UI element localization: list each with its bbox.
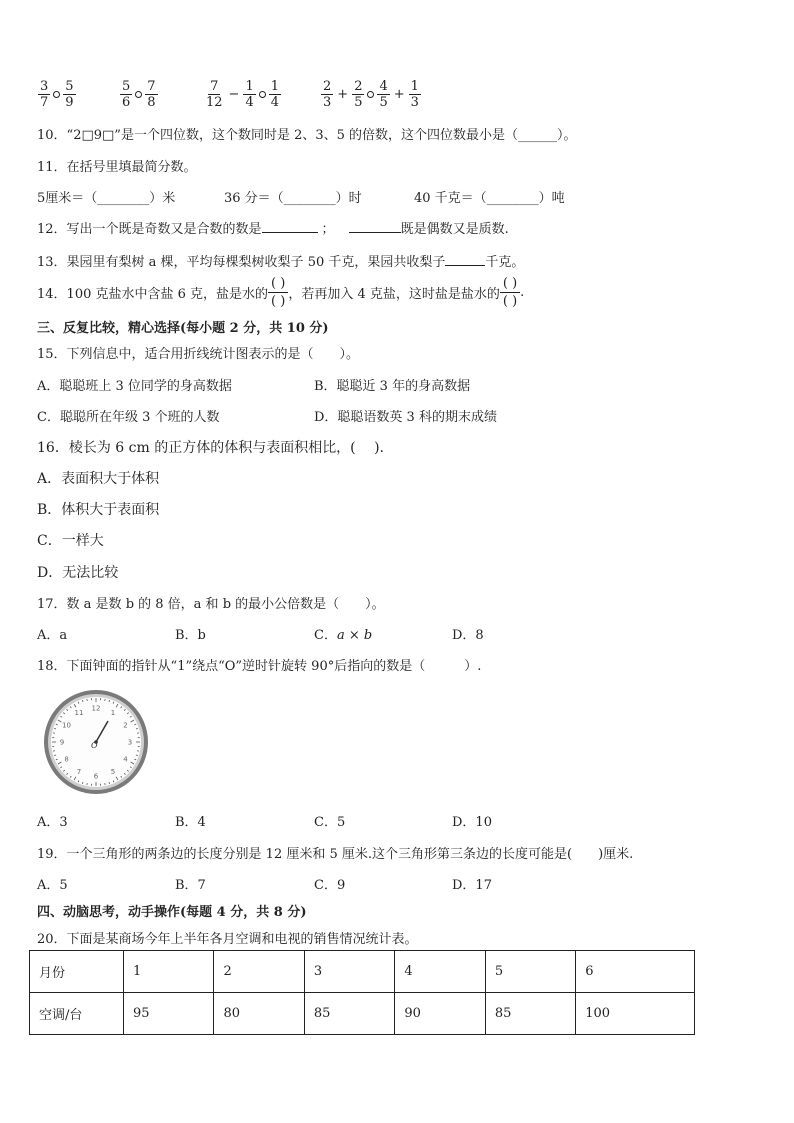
q16-option-d[interactable]: D．无法比较: [37, 565, 119, 581]
q9-expr-4: $\frac{2}{3}$ + $\frac{2}{5}$ $\frac{4}{5}$ + $\frac{1}{3}$: [323, 79, 419, 110]
compare-circle[interactable]: [53, 91, 60, 98]
clock-number: 12: [91, 704, 101, 713]
q15-option-b[interactable]: B．聪聪近 3 年的身高数据: [314, 379, 471, 394]
table-cell: 80: [214, 993, 304, 1035]
q19-option-a[interactable]: A．5: [37, 878, 68, 893]
table-row: [30, 993, 695, 1035]
q12-blank-2[interactable]: [349, 232, 401, 233]
q17-option-c[interactable]: C．a × b: [314, 628, 373, 643]
table-cell: 100: [576, 993, 695, 1035]
q16-option-b[interactable]: B．体积大于表面积: [37, 502, 160, 518]
section-4-heading: 四、动脑思考，动手操作(每题 4 分，共 8 分): [37, 905, 307, 920]
q9-expr-2: $\frac{5}{6}$ $\frac{7}{8}$: [122, 79, 156, 110]
center-label: O: [91, 741, 98, 750]
q17-option-a[interactable]: A．a: [37, 628, 68, 643]
table-cell: 85: [485, 993, 575, 1035]
q17-option-d[interactable]: D．8: [452, 628, 484, 643]
table-cell: 月份: [30, 951, 124, 993]
q19-option-d[interactable]: D．17: [452, 878, 492, 893]
q15-option-d[interactable]: D．聪聪语数英 3 科的期末成绩: [314, 410, 497, 425]
compare-circle[interactable]: [135, 91, 142, 98]
q9-expr-1: $\frac{3}{7}$ $\frac{5}{9}$: [40, 79, 74, 110]
q18-option-a[interactable]: A．3: [37, 815, 68, 830]
clock-number: 1: [110, 709, 116, 718]
question-10: 10．“2□9□”是一个四位数，这个数同时是 2、3、5 的倍数，这个四位数最小是（______）。: [37, 128, 577, 143]
q16-option-c[interactable]: C．一样大: [37, 533, 104, 549]
clock-number: 8: [64, 755, 69, 764]
table-row-header: [30, 951, 695, 993]
table-cell: 4: [395, 951, 485, 993]
q13-blank[interactable]: [445, 265, 485, 266]
clock-number: 2: [123, 721, 128, 730]
question-12: 12．写出一个既是奇数又是合数的数是 ； 既是偶数又是质数.: [37, 222, 509, 237]
table-cell: 90: [395, 993, 485, 1035]
q11-blank-c[interactable]: 40 千克＝（________）吨: [414, 191, 565, 206]
sales-table: [29, 950, 695, 1035]
compare-circle[interactable]: [367, 91, 374, 98]
question-20-stem: 20．下面是某商场今年上半年各月空调和电视的销售情况统计表。: [37, 932, 418, 947]
question-15-stem: 15．下列信息中，适合用折线统计图表示的是（ ）。: [37, 347, 360, 362]
table-cell: 1: [124, 951, 214, 993]
clock-number: 3: [127, 738, 133, 747]
q15-option-a[interactable]: A．聪聪班上 3 位同学的身高数据: [37, 379, 232, 394]
q18-option-c[interactable]: C．5: [314, 815, 346, 830]
question-11-stem: 11．在括号里填最简分数。: [37, 160, 197, 175]
clock-number: 11: [74, 709, 84, 718]
clock-number: 10: [62, 721, 72, 730]
q14-fraction-blank-1[interactable]: ( ) ( ): [268, 275, 288, 310]
q14-fraction-blank-2[interactable]: ( ) ( ): [500, 275, 520, 310]
table-cell: 空调/台: [30, 993, 124, 1035]
q16-option-a[interactable]: A．表面积大于体积: [37, 471, 160, 487]
q11-blank-a[interactable]: 5厘米＝（________）米: [37, 191, 176, 206]
q19-option-b[interactable]: B．7: [175, 878, 206, 893]
clock-number: 6: [93, 772, 99, 781]
table-cell: 2: [214, 951, 304, 993]
q17-option-b[interactable]: B．b: [175, 628, 206, 643]
table-cell: 3: [304, 951, 394, 993]
question-16-stem: 16．棱长为 6 cm 的正方体的体积与表面积相比，( ).: [37, 440, 385, 456]
q18-option-b[interactable]: B．4: [175, 815, 206, 830]
clock-number: 5: [110, 767, 116, 776]
question-19-stem: 19．一个三角形的两条边的长度分别是 12 厘米和 5 厘米.这个三角形第三条边的长度可能是( )厘米.: [37, 847, 634, 862]
table-cell: 5: [485, 951, 575, 993]
question-13: 13．果园里有梨树 a 棵，平均每棵梨树收梨子 50 千克，果园共收梨子 千克。: [37, 255, 525, 270]
clock-number: 4: [123, 755, 128, 764]
q11-blank-b[interactable]: 36 分＝（________）时: [224, 191, 362, 206]
q18-option-d[interactable]: D．10: [452, 815, 492, 830]
clock-number: 9: [59, 738, 65, 747]
table-cell: 6: [576, 951, 695, 993]
section-3-heading: 三、反复比较，精心选择(每小题 2 分，共 10 分): [37, 321, 329, 336]
question-14: 14．100 克盐水中含盐 6 克，盐是水的 ( ) ( ) ，若再加入 4 克盐，这时盐是盐水的 ( ) ( ) .: [37, 276, 525, 309]
q19-option-c[interactable]: C．9: [314, 878, 346, 893]
q9-expr-3: $\frac{7}{12}$ − $\frac{1}{4}$ $\frac{1}{4}$: [206, 79, 280, 110]
clock-number: 7: [76, 767, 82, 776]
table-cell: 95: [124, 993, 214, 1035]
clock-face: [41, 687, 151, 797]
q15-option-c[interactable]: C．聪聪所在年级 3 个班的人数: [37, 410, 220, 425]
table-cell: 85: [304, 993, 394, 1035]
compare-circle[interactable]: [259, 91, 266, 98]
question-18-stem: 18．下面钟面的指针从“1”绕点“O”逆时针旋转 90°后指向的数是（ ）.: [37, 659, 482, 674]
question-17-stem: 17．数 a 是数 b 的 8 倍，a 和 b 的最小公倍数是（ ）。: [37, 597, 385, 612]
q12-blank-1[interactable]: [262, 232, 318, 233]
